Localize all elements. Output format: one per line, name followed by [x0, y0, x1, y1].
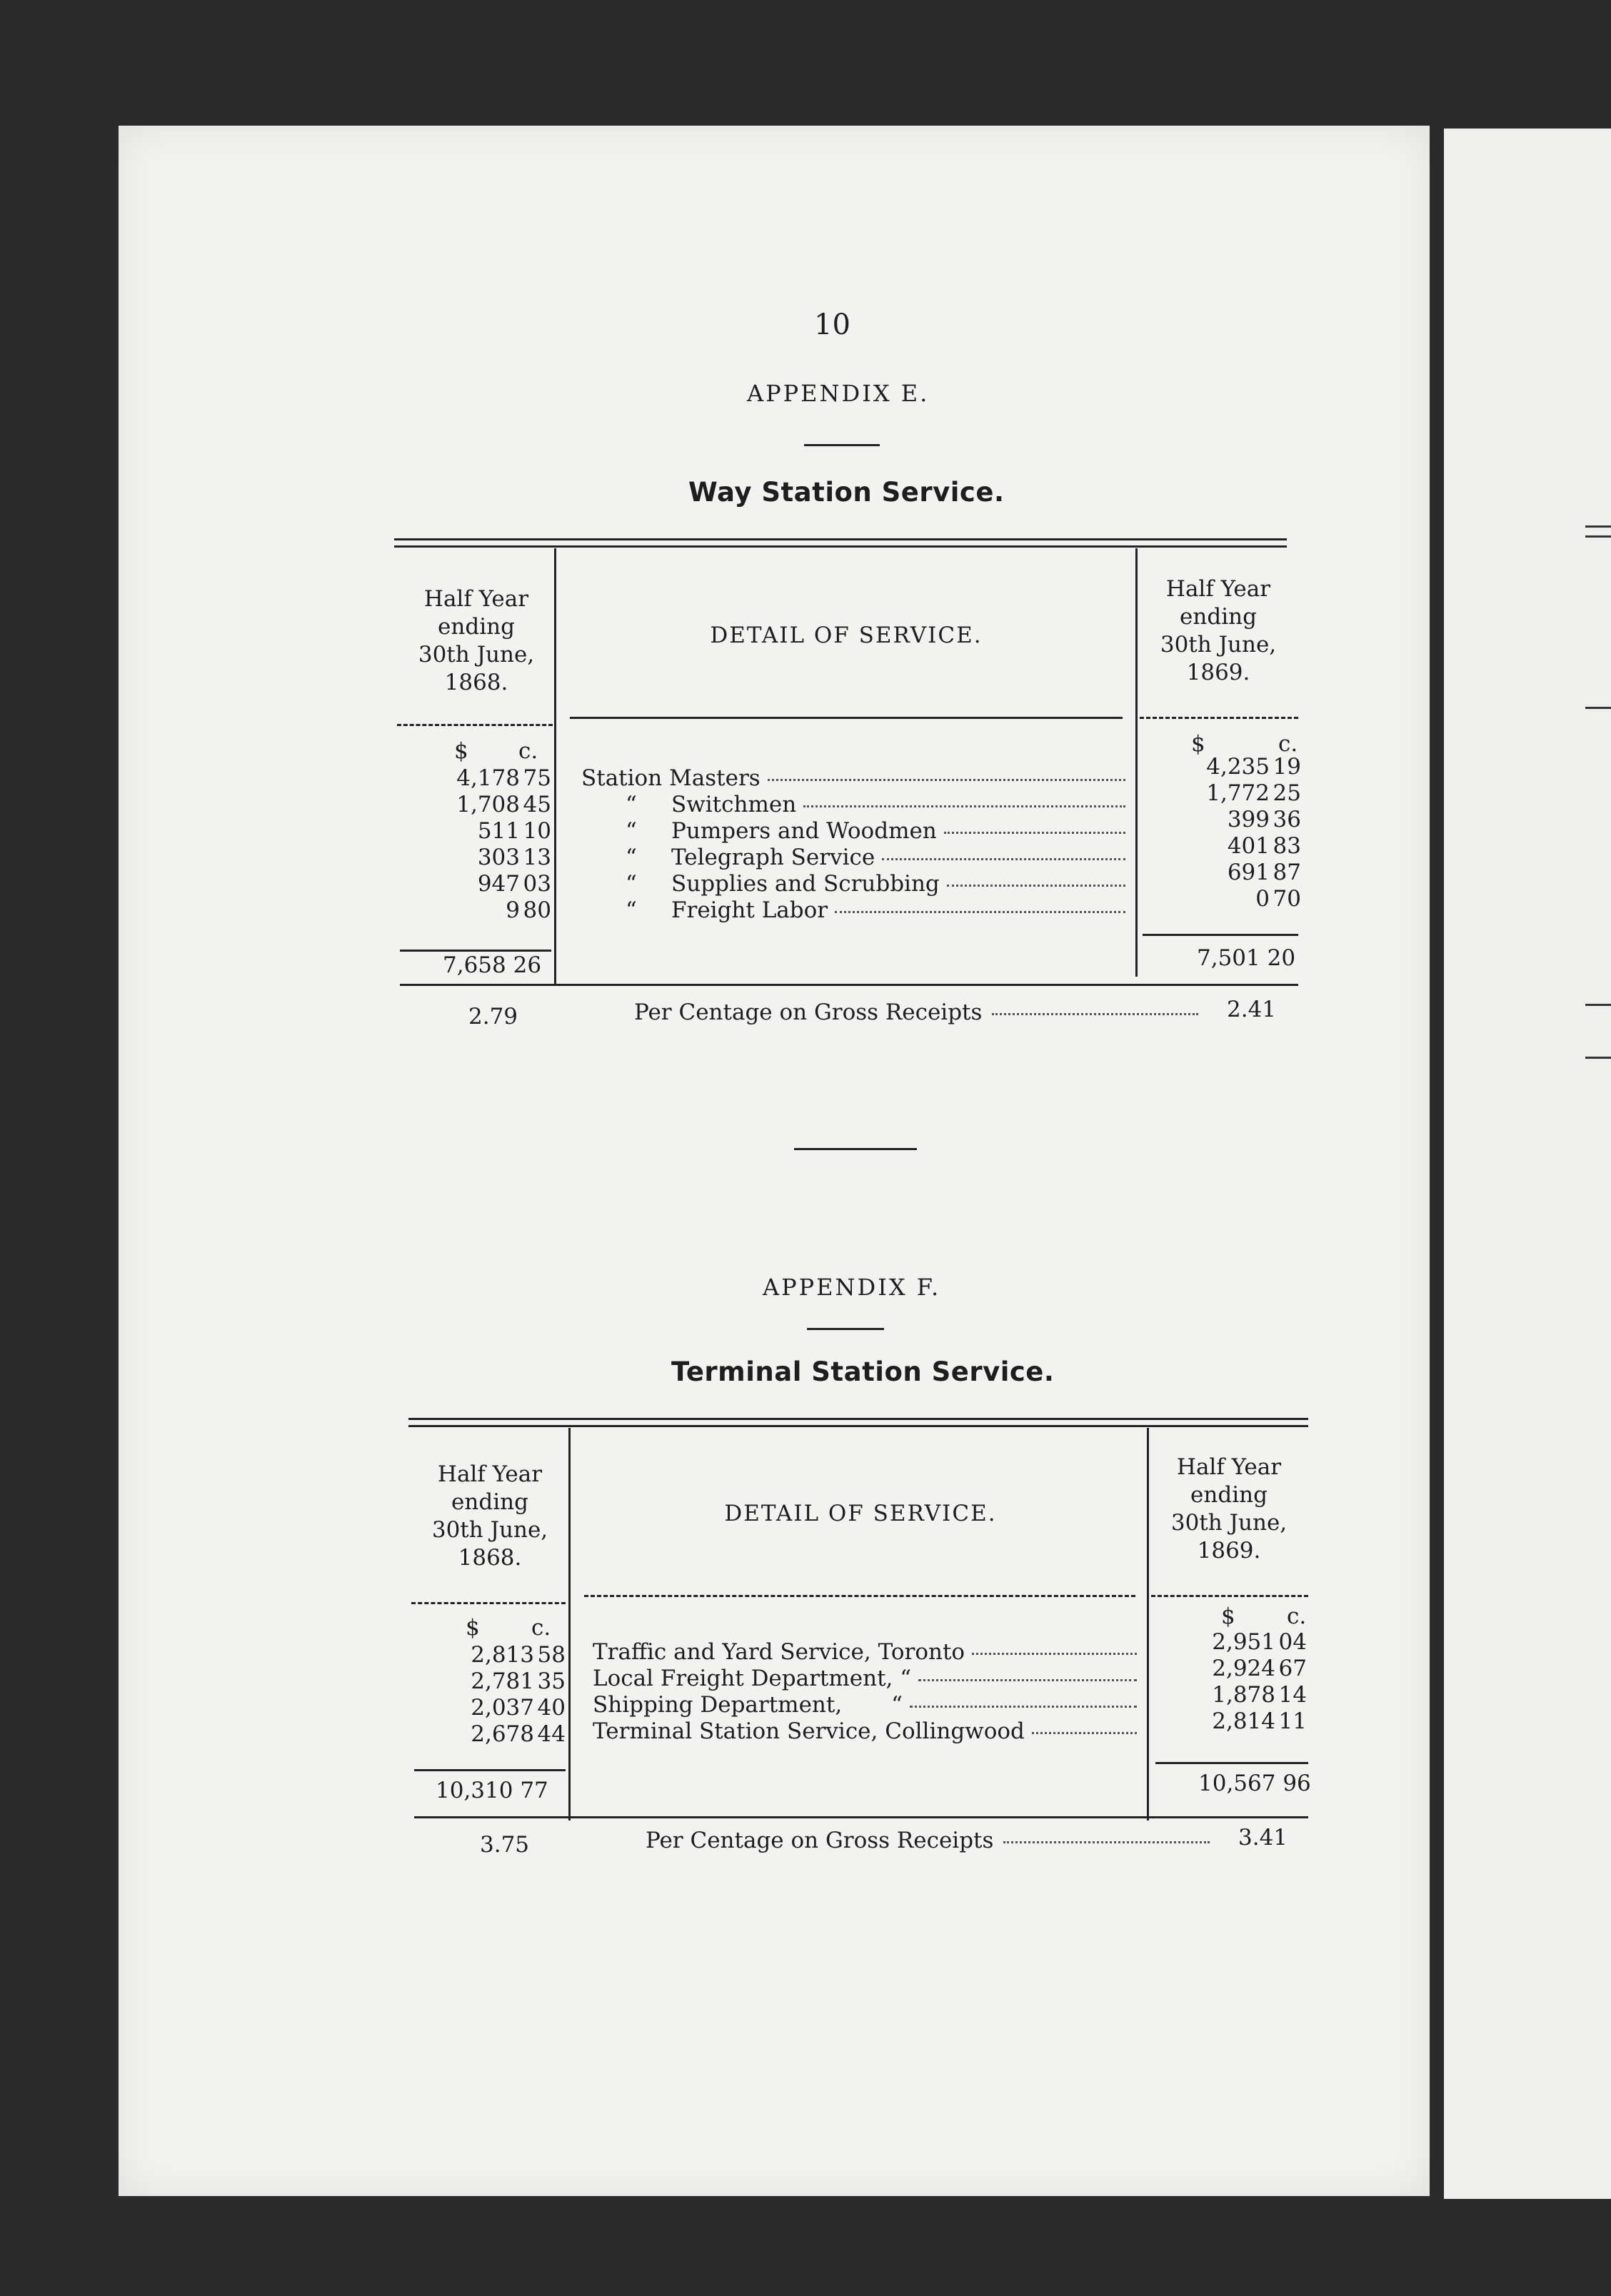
adjacent-page-edge — [1444, 129, 1611, 2199]
currency-cent-1869: c. — [1278, 731, 1298, 757]
total-1869: 7,501 20 — [1197, 945, 1296, 971]
list-item: “ Telegraph Service — [581, 845, 1125, 871]
table-row: 2,781 35 — [471, 1668, 566, 1694]
percentage-gross-receipts: Per Centage on Gross Receipts — [646, 1828, 1210, 1853]
appendix-e-subtitle: Way Station Service. — [688, 477, 1005, 508]
service-items — [593, 1639, 1137, 1745]
header-half-year-1869: Half Year ending 30th June, 1869. — [1170, 1454, 1288, 1564]
percentage-1868: 2.79 — [468, 1004, 518, 1029]
total-1869: 10,567 96 — [1198, 1771, 1311, 1796]
total-1868: 7,658 26 — [443, 952, 542, 978]
list-item: “ Freight Labor — [581, 897, 1125, 924]
table-row: 4,178 75 — [456, 765, 551, 791]
table-row: 2,814 11 — [1212, 1708, 1307, 1734]
list-item: Shipping Department, “ — [593, 1692, 1137, 1718]
table-row: 401 83 — [1227, 833, 1301, 859]
header-detail-of-service: DETAIL OF SERVICE. — [724, 1501, 997, 1526]
table-row: 2,037 40 — [471, 1695, 566, 1721]
header-half-year-1868: Half Year ending 30th June, 1868. — [431, 1461, 548, 1571]
table-row: 0 70 — [1255, 886, 1301, 912]
table-row: 4,235 19 — [1206, 754, 1301, 780]
table-row: 691 87 — [1227, 860, 1301, 885]
table-row: 2,924 67 — [1212, 1656, 1307, 1681]
appendix-f-title: APPENDIX F. — [763, 1274, 941, 1301]
list-item: “ Supplies and Scrubbing — [581, 871, 1125, 897]
list-item: Terminal Station Service, Collingwood — [593, 1718, 1137, 1745]
percentage-1868: 3.75 — [480, 1832, 530, 1858]
percentage-1869: 3.41 — [1238, 1825, 1288, 1851]
table-row: 1,878 14 — [1212, 1682, 1307, 1708]
table-row: 2,951 04 — [1212, 1629, 1307, 1655]
amounts-1869 — [1143, 754, 1301, 912]
header-detail-of-service: DETAIL OF SERVICE. — [710, 623, 983, 648]
currency-dollar-1868: $ — [466, 1615, 480, 1641]
appendix-e-rule — [804, 444, 880, 446]
table-row: 1,772 25 — [1206, 780, 1301, 806]
list-item: Station Masters — [581, 765, 1125, 792]
table-row: 9 80 — [506, 897, 551, 923]
currency-cent-1868: c. — [518, 738, 538, 764]
amounts-1869 — [1154, 1629, 1307, 1735]
header-half-year-1868: Half Year ending 30th June, 1868. — [418, 586, 535, 695]
list-item: Traffic and Yard Service, Toronto — [593, 1639, 1137, 1666]
section-divider — [794, 1148, 917, 1150]
header-half-year-1869: Half Year ending 30th June, 1869. — [1160, 576, 1277, 685]
amounts-1868 — [414, 1642, 566, 1748]
currency-dollar-1868: $ — [454, 738, 468, 764]
table-row: 303 13 — [477, 845, 551, 870]
table-row: 947 03 — [477, 871, 551, 897]
total-1868: 10,310 77 — [436, 1778, 548, 1803]
amounts-1868 — [400, 765, 551, 924]
list-item: “ Switchmen — [581, 792, 1125, 818]
document-page — [119, 126, 1430, 2196]
percentage-gross-receipts: Per Centage on Gross Receipts — [634, 1000, 1198, 1025]
currency-cent-1868: c. — [531, 1615, 551, 1641]
service-items — [581, 765, 1125, 924]
currency-dollar-1869: $ — [1221, 1603, 1235, 1629]
list-item: Local Freight Department, “ — [593, 1666, 1137, 1692]
table-row: 511 10 — [477, 818, 551, 844]
currency-cent-1869: c. — [1287, 1603, 1307, 1629]
list-item: “ Pumpers and Woodmen — [581, 818, 1125, 845]
currency-dollar-1869: $ — [1191, 731, 1205, 757]
appendix-e-title: APPENDIX E. — [747, 380, 930, 407]
table-row: 2,678 44 — [471, 1721, 566, 1747]
table-row: 1,708 45 — [456, 792, 551, 817]
percentage-1869: 2.41 — [1227, 997, 1277, 1022]
appendix-f-subtitle: Terminal Station Service. — [671, 1356, 1055, 1387]
appendix-f-rule — [807, 1328, 884, 1330]
table-row: 399 36 — [1227, 807, 1301, 832]
page-number: 10 — [814, 308, 850, 341]
table-row: 2,813 58 — [471, 1642, 566, 1668]
